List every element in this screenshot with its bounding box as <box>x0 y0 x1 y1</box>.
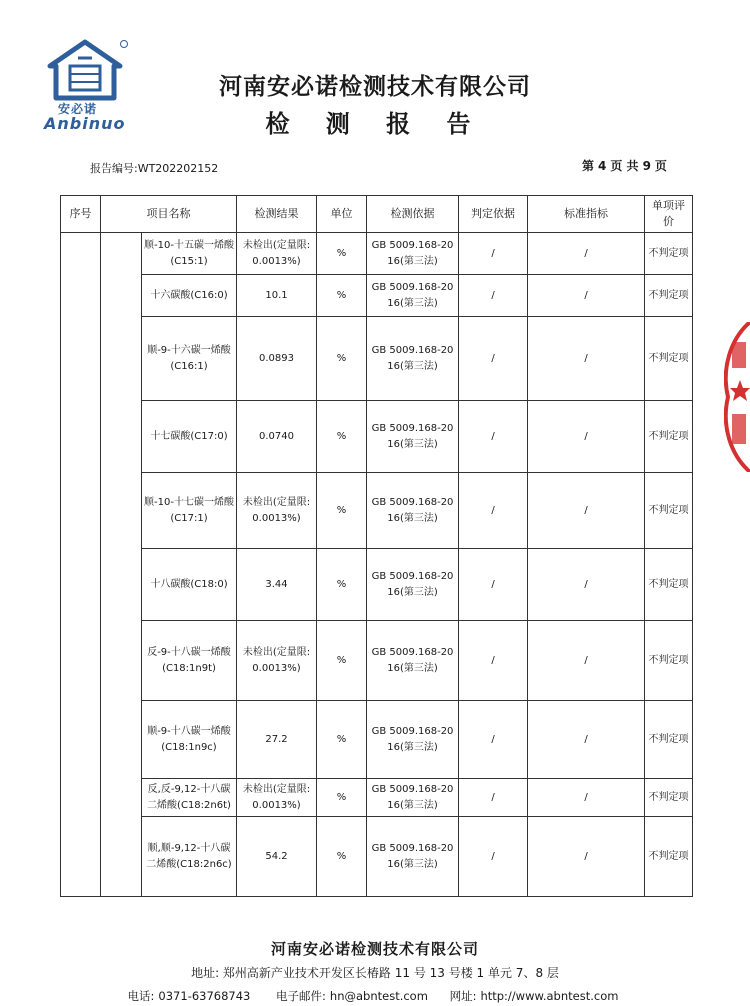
table-row <box>61 401 693 473</box>
item-basis: / <box>459 779 528 817</box>
results-table <box>60 195 693 897</box>
phone-label: 电话: <box>127 989 155 1003</box>
table-row <box>61 817 693 897</box>
item-eval: 不判定项 <box>645 701 693 779</box>
item-method: GB 5009.168-2016(第三法) <box>367 473 459 549</box>
item-unit: % <box>317 701 367 779</box>
table-row <box>61 473 693 549</box>
item-result: 10.1 <box>237 275 317 317</box>
item-name: 十六碳酸(C16:0) <box>142 275 237 317</box>
item-standard: / <box>528 817 645 897</box>
page-indicator <box>580 157 669 174</box>
col-header-result: 检测结果 <box>237 196 317 233</box>
item-name: 反-9-十八碳一烯酸(C18:1n9t) <box>142 621 237 701</box>
item-name: 反,反-9,12-十八碳二烯酸(C18:2n6t) <box>142 779 237 817</box>
item-basis: / <box>459 401 528 473</box>
seal-icon <box>724 322 750 472</box>
item-basis: / <box>459 701 528 779</box>
item-eval: 不判定项 <box>645 473 693 549</box>
item-standard: / <box>528 317 645 401</box>
item-result: 54.2 <box>237 817 317 897</box>
table-row <box>61 317 693 401</box>
report-number: 报告编号:WT202202152 <box>90 162 219 175</box>
table-row <box>61 549 693 621</box>
email-value: hn@abntest.com <box>329 989 428 1003</box>
item-basis: / <box>459 473 528 549</box>
table-row <box>61 233 693 275</box>
item-method: GB 5009.168-2016(第三法) <box>367 621 459 701</box>
item-eval: 不判定项 <box>645 817 693 897</box>
web-label: 网址: <box>449 989 477 1003</box>
table-row <box>61 701 693 779</box>
item-result: 未检出(定量限:0.0013%) <box>237 779 317 817</box>
page-prefix: 第 <box>582 159 595 173</box>
item-name: 顺-10-十七碳一烯酸(C17:1) <box>142 473 237 549</box>
item-method: GB 5009.168-2016(第三法) <box>367 401 459 473</box>
item-standard: / <box>528 621 645 701</box>
footer-contact <box>0 988 750 1004</box>
item-unit: % <box>317 473 367 549</box>
item-name: 顺-9-十八碳一烯酸(C18:1n9c) <box>142 701 237 779</box>
item-eval: 不判定项 <box>645 549 693 621</box>
item-method: GB 5009.168-2016(第三法) <box>367 549 459 621</box>
item-eval: 不判定项 <box>645 233 693 275</box>
item-unit: % <box>317 233 367 275</box>
item-standard: / <box>528 401 645 473</box>
report-title: 检 测 报 告 <box>265 109 485 138</box>
email-label: 电子邮件: <box>276 989 326 1003</box>
item-standard: / <box>528 549 645 621</box>
footer-address: 地址: 郑州高新产业技术开发区长椿路 11 号 13 号楼 1 单元 7、8 层 <box>191 966 559 980</box>
item-eval: 不判定项 <box>645 401 693 473</box>
item-unit: % <box>317 817 367 897</box>
item-basis: / <box>459 621 528 701</box>
item-eval: 不判定项 <box>645 621 693 701</box>
col-header-item: 项目名称 <box>101 196 237 233</box>
table-header-row <box>61 196 693 233</box>
item-result: 未检出(定量限:0.0013%) <box>237 473 317 549</box>
item-eval: 不判定项 <box>645 317 693 401</box>
item-name: 十七碳酸(C17:0) <box>142 401 237 473</box>
phone-value: 0371-63768743 <box>158 989 251 1003</box>
table-body <box>61 233 693 897</box>
item-method: GB 5009.168-2016(第三法) <box>367 233 459 275</box>
item-basis: / <box>459 549 528 621</box>
item-result: 27.2 <box>237 701 317 779</box>
partial-seal-stamp <box>724 322 750 472</box>
item-standard: / <box>528 779 645 817</box>
item-basis: / <box>459 275 528 317</box>
item-basis: / <box>459 317 528 401</box>
table-row <box>61 275 693 317</box>
item-basis: / <box>459 233 528 275</box>
item-basis: / <box>459 817 528 897</box>
item-method: GB 5009.168-2016(第三法) <box>367 779 459 817</box>
item-name: 顺-10-十五碳一烯酸(C15:1) <box>142 233 237 275</box>
item-result: 0.0893 <box>237 317 317 401</box>
item-method: GB 5009.168-2016(第三法) <box>367 817 459 897</box>
col-header-basis: 判定依据 <box>459 196 528 233</box>
item-result: 未检出(定量限:0.0013%) <box>237 621 317 701</box>
logo-text-en: Anbinuo <box>44 114 126 133</box>
table-row <box>61 621 693 701</box>
item-method: GB 5009.168-2016(第三法) <box>367 701 459 779</box>
item-unit: % <box>317 317 367 401</box>
item-eval: 不判定项 <box>645 275 693 317</box>
item-unit: % <box>317 549 367 621</box>
col-header-method: 检测依据 <box>367 196 459 233</box>
item-name: 十八碳酸(C18:0) <box>142 549 237 621</box>
item-unit: % <box>317 779 367 817</box>
table-row <box>61 779 693 817</box>
web-value: http://www.abntest.com <box>480 989 619 1003</box>
item-result: 未检出(定量限:0.0013%) <box>237 233 317 275</box>
col-header-standard: 标准指标 <box>528 196 645 233</box>
col-header-index: 序号 <box>61 196 101 233</box>
item-standard: / <box>528 233 645 275</box>
logo-text-cn: 安必诺 <box>58 102 98 116</box>
item-result: 0.0740 <box>237 401 317 473</box>
index-cell <box>61 233 101 897</box>
item-unit: % <box>317 275 367 317</box>
company-name: 河南安必诺检测技术有限公司 <box>219 73 531 100</box>
item-name: 顺-9-十六碳一烯酸(C16:1) <box>142 317 237 401</box>
item-standard: / <box>528 473 645 549</box>
page-mid: 页 共 <box>610 159 639 173</box>
page-suffix: 页 <box>654 159 667 173</box>
footer-company-name: 河南安必诺检测技术有限公司 <box>270 940 479 958</box>
page-total: 9 <box>642 159 651 173</box>
item-name: 顺,顺-9,12-十八碳二烯酸(C18:2n6c) <box>142 817 237 897</box>
item-standard: / <box>528 701 645 779</box>
item-method: GB 5009.168-2016(第三法) <box>367 275 459 317</box>
item-unit: % <box>317 401 367 473</box>
page-current: 4 <box>598 159 607 173</box>
item-result: 3.44 <box>237 549 317 621</box>
col-header-eval: 单项评价 <box>645 196 693 233</box>
item-unit: % <box>317 621 367 701</box>
col-header-unit: 单位 <box>317 196 367 233</box>
group-cell <box>101 233 142 897</box>
item-method: GB 5009.168-2016(第三法) <box>367 317 459 401</box>
item-eval: 不判定项 <box>645 779 693 817</box>
item-standard: / <box>528 275 645 317</box>
